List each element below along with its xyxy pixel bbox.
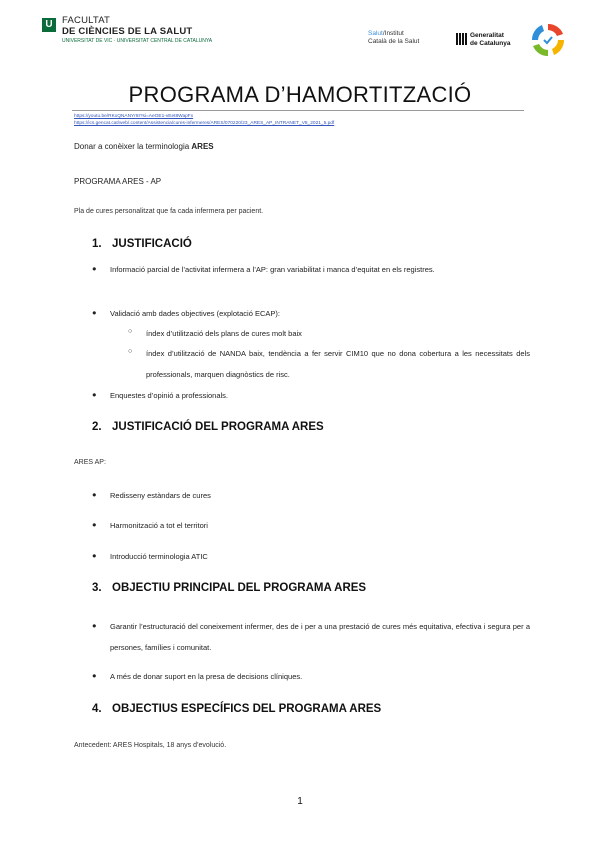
- section-number: 1.: [92, 238, 102, 250]
- ares-ap-label: ARES AP:: [74, 459, 106, 466]
- bullet-icon: ●: [92, 390, 97, 399]
- youtube-link[interactable]: https://youtu.be/RKxQNANYr8I?si=AeOE1-vEet8WapFx: [74, 114, 194, 119]
- bullet-icon: ●: [92, 264, 97, 273]
- sub-bullet-icon: ○: [128, 348, 133, 355]
- generalitat-line1: Generalitat: [470, 32, 504, 39]
- list-item: Garantir l’estructuració del coneixement infermer, des de i per a una prestació de cures més equitativa, efectiva i segura per a persones, famílies i comunitat.: [110, 622, 530, 652]
- list-item: Introducció terminologia ATIC: [110, 552, 208, 561]
- ics-logo: [368, 30, 419, 46]
- sub-list-item: índex d’utilització de NANDA baix, tendència a fer servir CIM10 que no dona cobertura a les necessitats dels professionals, marquen diagnòstics de risc.: [146, 349, 530, 379]
- title-divider: [72, 110, 524, 111]
- section-heading-2: [92, 421, 324, 433]
- ics-brand: Salut: [368, 30, 383, 37]
- bullet-icon: ●: [92, 308, 97, 317]
- program-label: PROGRAMA ARES - AP: [74, 177, 162, 186]
- ares-cycle-icon: [528, 20, 568, 60]
- list-item: Informació parcial de l’activitat infermera a l’AP: gran variabilitat i manca d’equitat en els registres.: [110, 265, 435, 274]
- intro-text: Donar a conèixer la terminologia: [74, 142, 192, 151]
- section-title: JUSTIFICACIÓ DEL PROGRAMA ARES: [112, 421, 324, 433]
- list-item: Redisseny estàndars de cures: [110, 491, 211, 500]
- ics-pdf-link[interactable]: https://ics.gencat.cat/web/.content/Assistencia/cures-infermeres/ARES/070220/23_ARES_AP_INTRANET_V8_2021_5.pdf: [74, 121, 335, 126]
- intro-paragraph: [74, 142, 214, 151]
- section-heading-4: [92, 703, 381, 715]
- section-number: 2.: [92, 421, 102, 433]
- generalitat-logo-text: [470, 32, 510, 47]
- bullet-icon: ●: [92, 621, 97, 630]
- intro-bold: ARES: [191, 142, 214, 151]
- section-title: JUSTIFICACIÓ: [112, 238, 192, 250]
- section-heading-1: [92, 238, 192, 250]
- faculty-name-line1: FACULTAT: [62, 15, 111, 26]
- university-logo: U: [42, 18, 56, 32]
- list-item: A més de donar suport en la presa de decisions clíniques.: [110, 672, 303, 681]
- section-heading-3: [92, 582, 366, 594]
- bullet-icon: ●: [92, 551, 97, 560]
- section-title: OBJECTIU PRINCIPAL DEL PROGRAMA ARES: [112, 582, 367, 594]
- plan-description: Pla de cures personalitzat que fa cada infermera per pacient.: [74, 208, 264, 215]
- bullet-icon: ●: [92, 671, 97, 680]
- section-number: 3.: [92, 582, 102, 594]
- page-number: 1: [297, 796, 303, 807]
- bullet-icon: ●: [92, 520, 97, 529]
- faculty-name-line3: UNIVERSITAT DE VIC · UNIVERSITAT CENTRAL DE CATALUNYA: [62, 38, 213, 44]
- list-item: Validació amb dades objectives (explotació ECAP):: [110, 309, 280, 318]
- page-title: PROGRAMA D’HAMORTITZACIÓ: [128, 82, 472, 107]
- generalitat-line2: de Catalunya: [470, 39, 511, 47]
- sub-bullet-icon: ○: [128, 328, 133, 335]
- generalitat-icon: [456, 32, 468, 46]
- list-item: Enquestes d’opinió a professionals.: [110, 391, 228, 400]
- sub-list-item: índex d’utilització dels plans de cures molt baix: [146, 329, 302, 338]
- ics-line2: Català de la Salut: [368, 38, 420, 45]
- section-number: 4.: [92, 703, 102, 715]
- list-item: Harmonització a tot el territori: [110, 521, 208, 530]
- section-title: OBJECTIUS ESPECÍFICS DEL PROGRAMA ARES: [112, 703, 382, 715]
- antecedent-text: Antecedent: ARES Hospitals, 18 anys d’evolució.: [74, 742, 227, 749]
- ics-rest: /Institut: [382, 30, 404, 37]
- faculty-name-line2: DE CIÈNCIES DE LA SALUT: [62, 26, 193, 37]
- bullet-icon: ●: [92, 490, 97, 499]
